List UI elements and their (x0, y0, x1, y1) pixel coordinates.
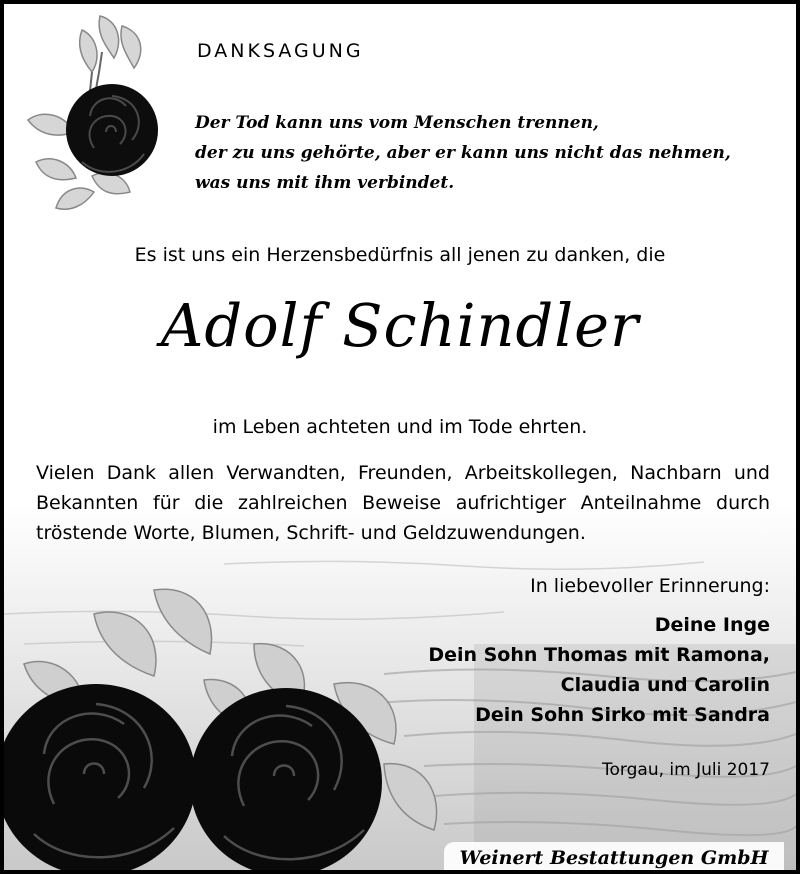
after-name-text: im Leben achteten und im Tode ehrten. (212, 416, 588, 438)
thanks-paragraph: Vielen Dank allen Verwandten, Freunden, Arbeitskollegen, Nachbarn und Bekannten für die zahlreichen Beweise aufrichtiger Anteilnahme durch tröstende Worte, Blumen, Schrift- und Geldzuwendungen. (36, 462, 770, 544)
deceased-name: Adolf Schindler (160, 291, 640, 360)
signers-list (428, 610, 770, 730)
black-rose-icon (22, 12, 182, 222)
funeral-home-name: Weinert Bestattungen GmbH (444, 842, 784, 874)
place-date: Torgau, im Juli 2017 (602, 760, 770, 780)
intro-text: Es ist uns ein Herzensbedürfnis all jenen zu danken, die (134, 244, 666, 266)
quote-line: der zu uns gehörte, aber er kann uns nicht das nehmen, (195, 143, 731, 163)
notice-heading: DANKSAGUNG (197, 40, 364, 62)
signer: Deine Inge (654, 614, 770, 636)
signer: Claudia und Carolin (560, 674, 770, 696)
signer: Dein Sohn Sirko mit Sandra (475, 704, 770, 726)
quote-line: Der Tod kann uns vom Menschen trennen, (195, 113, 599, 133)
closing-phrase: In liebevoller Erinnerung: (530, 575, 770, 597)
signer: Dein Sohn Thomas mit Ramona, (428, 644, 770, 666)
two-black-roses-image (4, 584, 444, 874)
memorial-quote (195, 108, 731, 198)
quote-line: was uns mit ihm verbindet. (195, 173, 455, 193)
